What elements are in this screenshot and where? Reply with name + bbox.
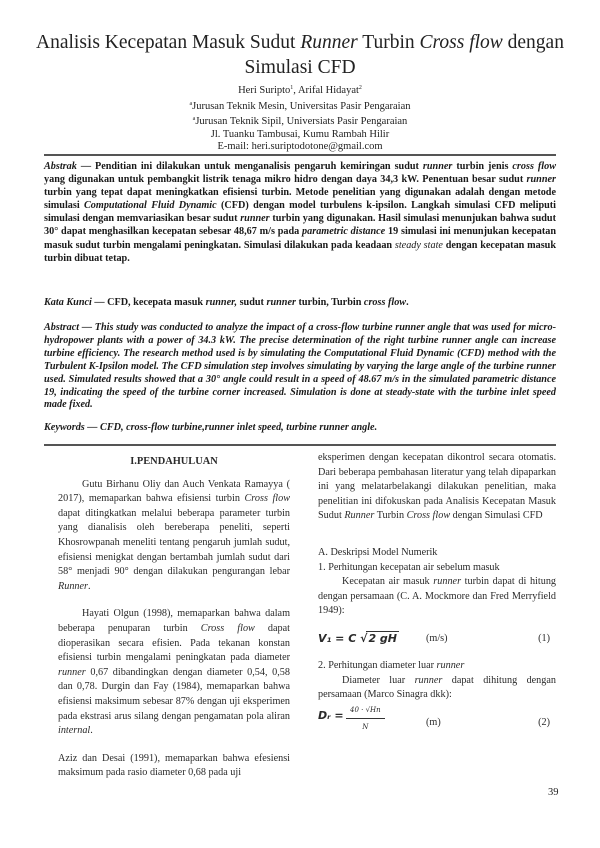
author-superscript: 1 bbox=[290, 85, 294, 91]
affiliation-marker: a bbox=[192, 116, 196, 123]
abstrak-text: turbin yang tepat dapat meningkatkan efisiensi turbin. Metode penelitian yang digunakan adalah dengan metode simulasi bbox=[44, 187, 556, 212]
body-italic: Runner bbox=[58, 580, 88, 592]
equation-number: (2) bbox=[538, 716, 550, 728]
equation-lhs: Dᵣ = bbox=[318, 708, 344, 722]
abstrak-italic: runner bbox=[422, 161, 453, 172]
address-line: Jl. Tuanku Tambusai, Kumu Rambah Hilir bbox=[210, 128, 390, 140]
equation-lhs bbox=[318, 631, 399, 647]
equation-fraction bbox=[346, 703, 385, 735]
abstrak-paragraph bbox=[44, 160, 556, 265]
body-text: Turbin bbox=[374, 510, 407, 522]
abstrak-text: dengan kecepatan masuk turbin dibuat tetap. bbox=[44, 239, 556, 264]
author-name: Heri Suripto bbox=[238, 85, 291, 96]
equation-unit: (m/s) bbox=[426, 632, 448, 644]
abstrak-text: (CFD) dengan model turbulens k-ipsilon. Langkah simulasi CFD meliputi simulasi dengan memvariasikan besar sudut bbox=[44, 200, 557, 225]
body-italic: Cross flow bbox=[406, 510, 451, 522]
title-italic-runner: Runner bbox=[300, 32, 358, 53]
body-paragraph bbox=[318, 575, 556, 619]
body-text: Diameter luar bbox=[342, 674, 415, 686]
abstract-label: Abstract bbox=[44, 322, 80, 333]
body-text: dengan Simulasi CFD bbox=[450, 510, 543, 522]
body-paragraph bbox=[58, 752, 290, 781]
keywords-label: Keywords bbox=[44, 422, 85, 433]
affiliation-text: Jurusan Teknik Sipil, Universiats Pasir Pengaraian bbox=[195, 116, 408, 128]
abstrak-text: turbin yang digunakan. Hasil simulasi menunjukan bahwa sudut 30° dapat menghasilkan kecepatan sebesar 48,67 m/s pada bbox=[44, 213, 556, 238]
body-text: dapat ditingkatkan melalui beberapa parameter turbin yang dianalisis oleh bereberapa peneliti, seperti Khosrowpanah meneliti tentang pengaruh jumlah sudut, efisiensi menigkat dengan bertambah jumlah sudut dari 58° menjadi 90° dengan dilakukan pengurangan lebar bbox=[58, 507, 290, 578]
abstrak-text: turbin jenis bbox=[452, 161, 513, 172]
body-text: Aziz dan Desai (1991), memaparkan bahwa efesiensi maksimum pada rasio diameter 0,68 pada uji bbox=[58, 752, 290, 779]
keyword-text: . bbox=[406, 297, 409, 308]
abstrak-italic: parametric distance bbox=[302, 226, 386, 238]
keywords-line bbox=[44, 421, 556, 434]
abstract-english-paragraph bbox=[44, 322, 556, 412]
dash: — bbox=[76, 161, 95, 172]
body-text: 2. Perhitungan diameter luar bbox=[318, 659, 437, 671]
equation-2 bbox=[318, 703, 556, 733]
title-text: Analisis Kecepatan Masuk Sudut bbox=[36, 32, 301, 53]
body-text: Gutu Birhanu Oliy dan Auch Venkata Ramayya ( 2017), memaparkan bahwa efisiensi turbin bbox=[58, 478, 290, 505]
fraction-numerator: 40 · √Hn bbox=[346, 703, 385, 720]
keyword-text: turbin, Turbin bbox=[295, 297, 364, 308]
abstrak-text: yang digunakan untuk pembangkit listrik tenaga mikro hidro dengan daya 34,3 kW. Penentuan besar sudut bbox=[44, 174, 527, 186]
body-italic: Runner bbox=[344, 510, 375, 522]
title-text: Turbin bbox=[357, 32, 420, 53]
abstract-text: — This study was conducted to analyze the impact of a cross-flow turbine runner angle that was used for micro-hydropower plants with a power of 34.3 kW. The precise determination of the right turbine runner angle can increase turbine efficiency. The research method used is by simulating the Computational Fluid Dynamic (CFD) method with the Turbulent K-Ipsilon model. The CFD simulation step involves simulating by varying the large angle of the turbine runner used. Simulated results showed that a 30° angle could result in a speed of 48.67 m/s in the simulated parametric distance 19, indicating the speed of the turbine corner increased. Simulation is done at steady-state with the turbine inlet speed made fixed. bbox=[44, 322, 556, 411]
equation-number: (1) bbox=[538, 632, 550, 644]
body-text: . bbox=[90, 725, 93, 737]
keyword-italic: cross flow bbox=[363, 297, 407, 308]
item-heading bbox=[318, 659, 556, 674]
divider-bottom bbox=[44, 444, 556, 446]
abstrak-text: Penditian ini dilakukan untuk menganalisis pengaruh kemiringan sudut bbox=[94, 161, 423, 172]
body-italic: internal bbox=[58, 725, 91, 737]
left-column bbox=[58, 455, 290, 794]
author-separator: , bbox=[293, 85, 298, 96]
abstrak-label: Abstrak bbox=[44, 161, 77, 172]
dash: — bbox=[91, 297, 108, 308]
title-text: dengan bbox=[502, 32, 564, 53]
body-paragraph bbox=[318, 451, 556, 524]
sqrt-icon: √ bbox=[360, 631, 368, 645]
abstrak-italic: cross flow bbox=[512, 161, 557, 172]
affiliation-text: Jurusan Teknik Mesin, Universitas Pasir Pengaraian bbox=[192, 100, 411, 112]
title-line2: Simulasi CFD bbox=[244, 57, 356, 78]
affiliation-line bbox=[30, 113, 570, 129]
author-name: Arifal Hidayat bbox=[297, 85, 359, 96]
author-block bbox=[30, 82, 570, 154]
author-superscript: 2 bbox=[358, 85, 362, 91]
body-italic: runner bbox=[433, 576, 462, 588]
subsection-heading: A. Deskripsi Model Numerik bbox=[318, 546, 438, 558]
body-text: dapat dihitung dengan persamaan (Marco Sinagra dkk): bbox=[318, 674, 556, 701]
body-text: . bbox=[88, 580, 91, 592]
title-italic-crossflow: Cross flow bbox=[419, 32, 503, 53]
keywords-text: — CFD, cross-flow turbine,runner inlet speed, turbine runner angle. bbox=[84, 422, 378, 433]
body-italic: runner bbox=[58, 666, 86, 678]
kata-kunci-label: Kata Kunci bbox=[44, 297, 92, 308]
email-line: E-mail: heri.suriptodotone@gmail.com bbox=[217, 141, 383, 153]
right-column bbox=[318, 451, 556, 733]
body-text: dapat dioperasikan secara efisien. Pada tekanan konstan efisiensi turbin mengalami peningkatan pada diameter bbox=[58, 622, 290, 664]
body-text: Hayati Olgun (1998), memaparkan bahwa dalam beberapa penuparan turbin bbox=[58, 608, 290, 634]
body-text: 0,67 dibandingkan dengan diameter 0,54, 0,58 dan 0,78. Durgin dan Fay (1984), memaparkan bahwa efisiensi maksimum sebesar 87% dengan uji eksperimen pada ekstrasi arus silang dengan pengamatan pola aliran bbox=[58, 666, 290, 722]
equation-unit: (m) bbox=[426, 716, 441, 728]
affiliation-marker: a bbox=[189, 100, 193, 107]
item-heading: 1. Perhitungan kecepatan air sebelum masuk bbox=[318, 561, 500, 573]
body-italic: Cross flow bbox=[244, 493, 290, 505]
abstrak-italic: steady state bbox=[394, 239, 443, 251]
body-text: turbin dapat di hitung dengan persamaan (C. A. Mockmore dan Fred Merryfield 1949): bbox=[318, 576, 557, 617]
equation-text: V₁ = C bbox=[318, 631, 361, 645]
body-paragraph bbox=[318, 674, 556, 703]
keyword-text: CFD, kecepata masuk bbox=[107, 297, 206, 308]
page-number: 39 bbox=[548, 787, 559, 798]
equation-1 bbox=[318, 623, 556, 653]
body-paragraph bbox=[58, 607, 290, 738]
body-italic: runner bbox=[414, 674, 443, 686]
abstrak-text: 19 simulasi ini menunjukan kecepatan masuk sudut turbin mengalami peningkatan. Simulasi dilakukan pada keadaan bbox=[44, 226, 556, 251]
keyword-italic: runner, bbox=[205, 297, 238, 308]
body-text: eksperimen dengan kecepatan dikontrol secara otomatis. Dari beberapa pembahasan literatur yang telah dipaparkan ini yang melatarbelakangi dilakukan penelitian, maka penelitian ini difokuskan pada Analisis Kecepatan Masuk Sudut bbox=[318, 452, 556, 522]
fraction-denominator: N bbox=[362, 723, 369, 732]
section-heading: I.PENDAHULUAN bbox=[130, 456, 218, 467]
keyword-italic: runner bbox=[266, 297, 296, 308]
kata-kunci-line bbox=[44, 296, 556, 309]
authors-line bbox=[30, 82, 570, 98]
body-italic: Cross flow bbox=[200, 622, 255, 634]
abstrak-italic: runner bbox=[240, 213, 270, 225]
abstrak-italic: runner bbox=[526, 174, 556, 186]
divider-top bbox=[44, 154, 556, 156]
body-text: Kecepatan air masuk bbox=[342, 576, 434, 588]
equation-radicand: 2 gH bbox=[368, 631, 398, 645]
abstrak-italic: Computational Fluid Dynamic bbox=[84, 200, 217, 212]
body-italic: runner bbox=[436, 659, 465, 671]
keyword-text: sudut bbox=[237, 297, 267, 308]
paper-title bbox=[30, 30, 570, 80]
affiliation-line bbox=[30, 98, 570, 114]
body-paragraph bbox=[58, 478, 290, 595]
